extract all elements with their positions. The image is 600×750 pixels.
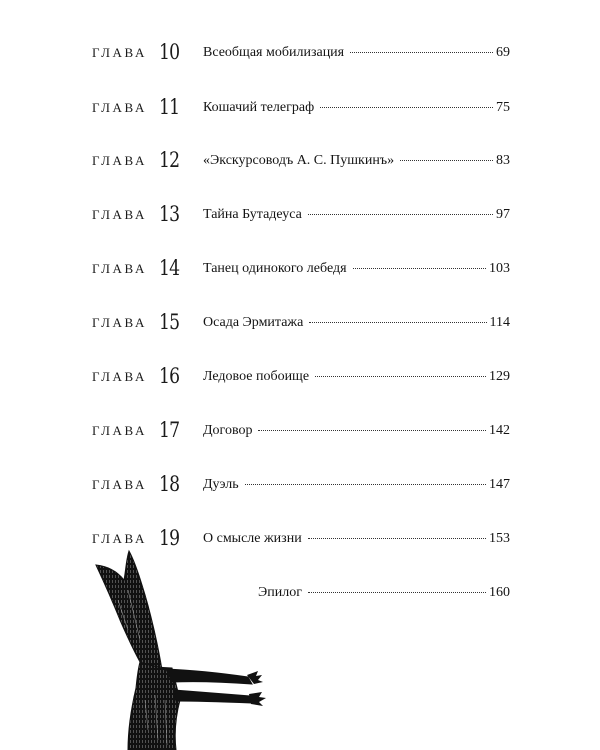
chapter-word: ГЛАВА	[92, 153, 147, 168]
page-number: 69	[496, 45, 510, 60]
chapter-word: ГЛАВА	[92, 45, 147, 60]
chapter-number: 11	[159, 95, 180, 119]
chapter-word: ГЛАВА	[92, 207, 147, 222]
chapter-title: Всеобщая мобилизация	[203, 45, 345, 60]
toc-entry	[203, 153, 510, 169]
dot-leader	[315, 376, 486, 377]
page-number: 142	[489, 423, 510, 438]
toc-entry	[258, 585, 510, 601]
chapter-word: ГЛАВА	[92, 477, 147, 492]
chapter-word: ГЛАВА	[92, 100, 147, 115]
chapter-number: 13	[159, 202, 180, 226]
dot-leader	[320, 107, 493, 108]
page-number: 97	[496, 207, 510, 222]
toc-row[interactable]	[0, 200, 600, 230]
dot-leader	[308, 538, 486, 539]
chapter-title: Дуэль	[203, 477, 239, 492]
chapter-word: ГЛАВА	[92, 423, 147, 438]
dot-leader	[258, 430, 486, 431]
dot-leader	[350, 52, 493, 53]
epilogue-title: Эпилог	[258, 585, 302, 600]
page-number: 147	[489, 477, 510, 492]
page-number: 114	[489, 315, 510, 330]
chapter-number: 16	[159, 364, 180, 388]
toc-row-epilogue[interactable]	[0, 578, 600, 608]
chapter-number: 14	[159, 256, 180, 280]
toc-row[interactable]	[0, 308, 600, 338]
toc-entry	[203, 369, 510, 385]
page-number: 160	[489, 585, 510, 600]
chapter-number: 19	[159, 526, 180, 550]
chapter-title: Танец одинокого лебедя	[203, 261, 347, 276]
chapter-title: Договор	[203, 423, 253, 438]
toc-entry	[203, 477, 510, 493]
toc-row[interactable]	[0, 362, 600, 392]
toc-row[interactable]	[0, 416, 600, 446]
toc-entry	[203, 207, 510, 223]
chapter-number: 18	[159, 472, 180, 496]
chapter-title: Осада Эрмитажа	[203, 315, 304, 330]
toc-entry	[203, 423, 510, 439]
dot-leader	[308, 214, 493, 215]
toc-row[interactable]	[0, 93, 600, 123]
toc-entry	[203, 100, 510, 116]
dot-leader	[353, 268, 486, 269]
chapter-title: Тайна Бутадеуса	[203, 207, 302, 222]
dot-leader	[308, 592, 486, 593]
chapter-word: ГЛАВА	[92, 369, 147, 384]
chapter-title: Ледовое побоище	[203, 369, 310, 384]
chapter-word: ГЛАВА	[92, 261, 147, 276]
toc-row[interactable]	[0, 470, 600, 500]
toc-entry	[203, 315, 510, 331]
chapter-title: О смысле жизни	[203, 531, 302, 546]
toc-row[interactable]	[0, 38, 600, 68]
toc-entry	[203, 45, 510, 61]
chapter-number: 10	[159, 40, 180, 64]
chapter-word: ГЛАВА	[92, 531, 147, 546]
toc-row[interactable]	[0, 254, 600, 284]
chapter-word: ГЛАВА	[92, 315, 147, 330]
page-number: 75	[496, 100, 510, 115]
chapter-number: 15	[159, 310, 180, 334]
chapter-number: 12	[159, 148, 180, 172]
chapter-number: 17	[159, 418, 180, 442]
toc-entry	[203, 261, 510, 277]
chapter-title: Кошачий телеграф	[203, 100, 315, 115]
page-number: 129	[489, 369, 510, 384]
toc-row[interactable]	[0, 524, 600, 554]
page-number: 83	[496, 153, 510, 168]
page-number: 153	[489, 531, 510, 546]
dot-leader	[309, 322, 486, 323]
dot-leader	[245, 484, 486, 485]
toc-entry	[203, 531, 510, 547]
toc-row[interactable]	[0, 146, 600, 176]
page-number: 103	[489, 261, 510, 276]
chapter-title: «Экскурсоводъ А. С. Пушкинъ»	[203, 153, 395, 168]
dot-leader	[400, 160, 493, 161]
